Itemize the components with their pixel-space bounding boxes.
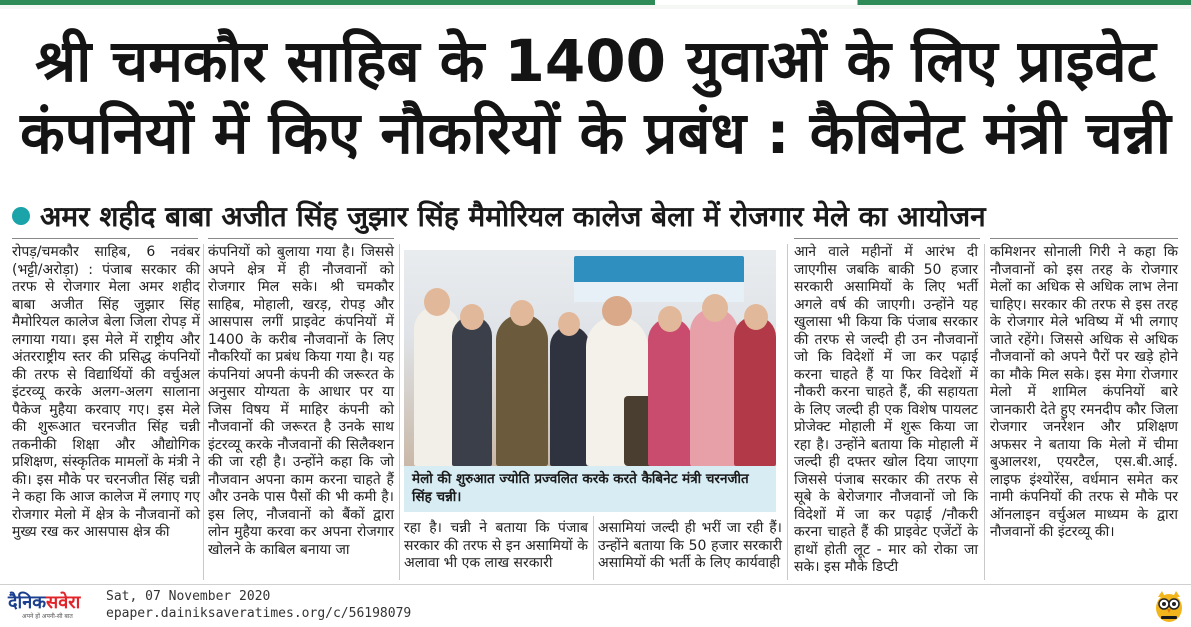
article-text: कंपनियों को बुलाया गया है। जिससे अपने क्षेत्र में ही नौजवानों को रोजगार मिल सके। श्री चमकौर साहिब, मोहाली, खरड़, रोपड़ और आसपास लगीं प्राइवेट कंपनियों में 1400 के करीब नौजवानों के लिए नौकरियों का प्रबंध किया गया है। यह कंपनियां अपनी कंपनी की जरूरत के अनुसार योग्यता के आधार पर या जिस विषय में माहिर कंपनी को नौजवानों की जरूरत है उनके साथ इंटरव्यू करके नौजवानों की सिलैक्शन की जा रही है। उन्होंने कहा कि जो नौजवान अपना काम करना चाहते हैं और उनके पास पैसों की भी कमी है। इस लिए, नौजवानों को बैंकों द्वारा लोन मुहैया करवा कर अपना रोजगार खोलने के काबिल बनाया जा	[208, 244, 394, 558]
column-divider	[399, 244, 400, 580]
newspaper-logo	[8, 590, 100, 622]
subheadline-text: अमर शहीद बाबा अजीत सिंह जुझार सिंह मैमोरियल कालेज बेला में रोजगार मेले का आयोजन	[40, 200, 986, 233]
person-head	[602, 296, 632, 326]
article-column-2-bottom	[404, 520, 588, 580]
owl-icon[interactable]	[1152, 589, 1186, 623]
edition-date: Sat, 07 November 2020	[106, 589, 271, 604]
article-column-1	[12, 244, 200, 578]
person-figure	[496, 314, 548, 466]
person-figure	[648, 318, 692, 466]
logo-word-1: दैनिक	[8, 592, 47, 613]
column-divider	[203, 244, 204, 580]
column-divider	[593, 516, 594, 580]
headline-line-2: कंपनियों में किए नौकरियों के प्रबंध : कैबिनेट मंत्री चन्नी	[20, 99, 1171, 167]
person-head	[558, 312, 580, 336]
article-text: असामियां जल्दी ही भरीं जा रही हैं। उन्होंने बताया कि 50 हजार सरकारी असामियों की भर्ती के लिए कार्यवाही	[598, 520, 782, 571]
article-column-2	[208, 244, 394, 558]
article-text: रहा है। चन्नी ने बताया कि पंजाब सरकार की तरफ से इन असामियों के अलावा भी एक लाख सरकारी	[404, 520, 588, 571]
article-text: रोपड़/चमकौर साहिब, 6 नवंबर (भट्टी/अरोड़ा) : पंजाब सरकार की तरफ से रोजगार मेला अमर शहीद बाबा अजीत सिंह जुझार सिंह मैमोरियल कालेज बेला जिला रोपड़ में लगाया गया। इस मेले में राष्ट्रीय और अंतरराष्ट्रीय स्तर की प्रसिद्ध कंपनियों की तरफ से विद्यार्थियों की वर्चुअल इंटरव्यू करके अलग-अलग सालाना पैकेज मुहैया करवाए गए। इस मेले की शुरूआत चरनजीत सिंह चन्नी तकनीकी शिक्षा और औद्योगिक प्रशिक्षण, संस्कृतिक मामलों के मंत्री ने की। इस मौके पर चरनजीत सिंह चन्नी ने कहा कि आज कालेज में लगाए गए रोजगार मेलो में क्षेत्र के नौजवानों को मुख्य रख कर आसपास क्षेत्र की	[12, 244, 200, 540]
article-text: कमिशनर सोनाली गिरी ने कहा कि नौजवानों को इस तरह के रोजगार मेलों का अधिक से अधिक लाभ लेना चाहिए। सरकार की तरफ से इस तरह के रोजगार मेले भविष्य में भी लगाए जाते रहेंगे। जिससे अधिक से अधिक नौजवानों को अपने पैरों पर खड़े होने का मौके मिल सके। इस मेगा रोजगार मेलो में शामिल कंपनियों बारे जानकारी देते हुए रमनदीप कौर जिला रोजगार जनरेशन और प्रशिक्षण अफसर ने बताया कि मेलो में चीमा बुआलरश, एयरटैल, एस.बी.आई. लाइफ इंश्योरेंस, वर्धमान समेत कर नामी कंपनियों की तरफ से मौके पर ऑनलाइन वर्चुअल माध्यम के द्वारा नौजवानों की इंटरव्यू की।	[990, 244, 1178, 540]
rule-col2	[208, 238, 394, 239]
bullet-dot-icon	[12, 207, 30, 225]
person-figure	[734, 316, 776, 466]
top-color-bar	[0, 0, 1191, 9]
logo-word-2: सवेरा	[46, 592, 81, 613]
edition-info	[106, 588, 411, 622]
person-head	[658, 306, 682, 332]
column-divider	[787, 244, 788, 580]
headline-line-1: श्री चमकौर साहिब के 1400 युवाओं के लिए प्राइवेट	[35, 27, 1156, 95]
column-divider	[984, 244, 985, 580]
rule-col4	[794, 238, 980, 239]
article-column-5	[990, 244, 1178, 578]
article-text: आने वाले महीनों में आरंभ दी जाएगीस जबकि बाकी 50 हजार सरकारी असामियों के लिए भर्ती अगले वर्ष की जाएगी। उन्होंने यह खुलासा भी किया कि पंजाब सरकार की तरफ से जल्दी ही उन नौजवानों जो कि विदेशों में जा कर पढ़ाई करना चाहते हैं या फिर विदेशों में नौकरी करना चाहते हैं, की सहायता के लिए जल्दी ही एक विशेष पायलट प्रोजेक्ट मोहाली में शुरू किया जा रहा है। उन्होंने बताया कि मोहाली में जल्दी ही दफ्तर खोल दिया जाएगा जिससे पंजाब सरकार की तरफ से सूबे के बेरोजगार नौजवानों जो कि विदेशों में जा कर पढ़ाई /नौकरी करना चाहते हैं की प्राइवेट एजेंटों के हाथों होती लूट - मार को रोका जा सके। इस मौके डिप्टी	[794, 244, 978, 575]
rule-col1	[12, 238, 198, 239]
photo-caption: मेलो की शुरुआत ज्योति प्रज्वलित करके करते कैबिनेट मंत्री चरनजीत सिंह चन्नी।	[404, 466, 776, 512]
news-photo	[404, 250, 776, 466]
logo-tagline: अपने हों अपनी-सी बात	[22, 613, 73, 620]
rule-col5	[990, 238, 1178, 239]
person-head	[460, 304, 484, 330]
top-stripe	[0, 0, 1191, 5]
article-column-4	[794, 244, 978, 578]
article-column-3-bottom	[598, 520, 782, 580]
person-figure	[452, 316, 492, 466]
person-head	[510, 300, 534, 326]
person-head	[744, 304, 768, 330]
subheadline	[12, 196, 1182, 236]
person-figure	[690, 308, 738, 466]
person-head	[424, 288, 450, 316]
headline	[0, 28, 1191, 172]
person-head	[702, 294, 728, 322]
person-figure	[550, 326, 590, 466]
edition-url[interactable]: epaper.dainiksaveratimes.org/c/56198079	[106, 606, 412, 621]
